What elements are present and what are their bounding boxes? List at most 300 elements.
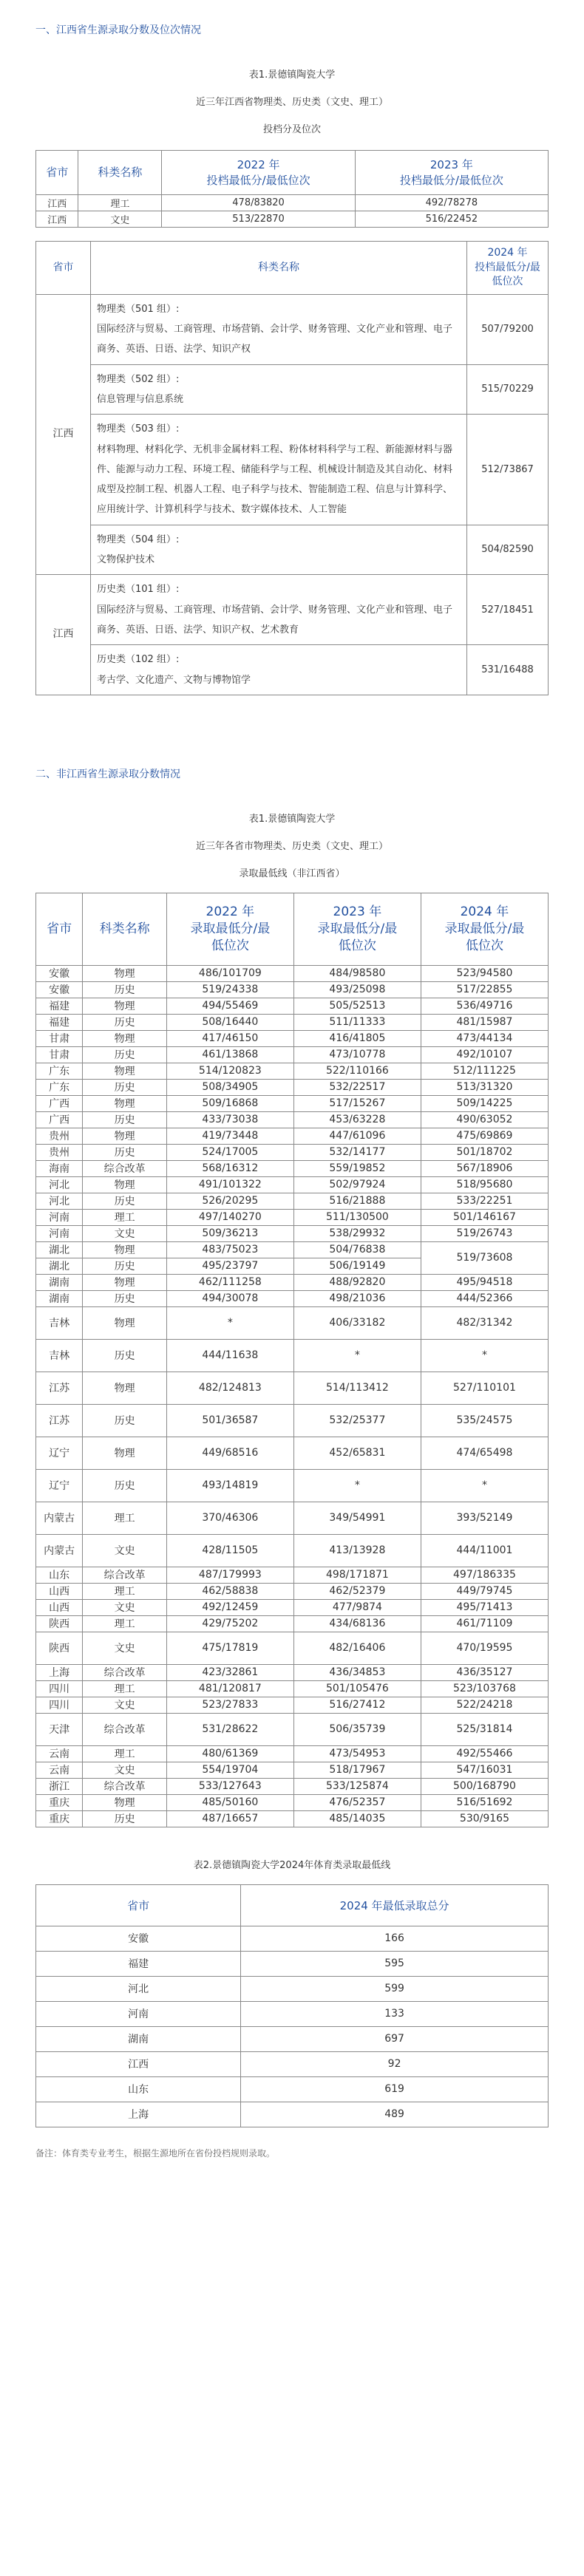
table-row [36,1144,549,1160]
table-cell: 浙江 [36,1778,83,1794]
table-cell: 物理 [83,998,166,1014]
table-cell: 500/168790 [421,1778,548,1794]
table-cell: 江西 [36,195,78,211]
table-cell: 物理 [83,1176,166,1193]
table-row [36,1680,549,1697]
table-cell: 506/35739 [293,1713,421,1745]
table-row [36,575,549,645]
table-cell: 474/65498 [421,1437,548,1469]
table1-subcaption: 近三年江西省物理类、历史类（文史、理工） [195,97,388,108]
table-cell: 509/14225 [421,1095,548,1111]
table-cell: 山西 [36,1583,83,1599]
table-cell: 四川 [36,1697,83,1713]
table-cell: 492/10107 [421,1046,548,1063]
table-cell: 509/36213 [166,1225,293,1241]
table-cell: 历史 [83,1014,166,1030]
table-cell: 519/24338 [166,981,293,998]
table-cell: 物理 [83,1030,166,1046]
table-cell: 综合改革 [83,1664,166,1680]
table-cell: 文史 [83,1225,166,1241]
table-cell: 444/11638 [166,1339,293,1372]
table-cell: 湖南 [36,1274,83,1290]
table-row [36,1599,549,1615]
table-cell: 物理 [83,1306,166,1339]
table-cell: 516/27412 [293,1697,421,1713]
table-cell: 518/17967 [293,1762,421,1778]
table-cell: 综合改革 [83,1160,166,1176]
table-cell: 480/61369 [166,1745,293,1762]
table-cell: 513/22870 [162,211,355,228]
table-cell: 406/33182 [293,1306,421,1339]
table-cell: 519/26743 [421,1225,548,1241]
table-cell: 广东 [36,1079,83,1095]
table-row [36,294,549,364]
major-group-cell [91,364,467,415]
table-cell: 河北 [36,1176,83,1193]
table-row [36,1095,549,1111]
table-cell: 505/52513 [293,998,421,1014]
table-cell: 476/52357 [293,1794,421,1810]
table-cell: 501/36587 [166,1404,293,1437]
province-cell: 江西 [36,294,91,575]
table-row [36,1014,549,1030]
table-cell: 重庆 [36,1810,83,1827]
table-row [36,1160,549,1176]
table-cell: * [293,1339,421,1372]
major-group-name: 物理类（503 组）: [97,423,180,435]
table-row [36,1372,549,1404]
table-header: 2024 年 录取最低分/最 低位次 [421,893,548,965]
major-group-list: 材料物理、材料化学、无机非金属材料工程、粉体材料科学与工程、新能源材料与器件、能源与动力工程、环境工程、储能科学与工程、机械设计制造及其自动化、材料成型及控制工程、机器人工程、电子科学与技术、智能制造工程、信息与计算科学、应用统计学、计算机科学与技术、数字媒体技术、人工智能 [97,443,453,516]
table-row [36,1046,549,1063]
table-cell: 506/19149 [293,1258,421,1274]
table-cell: 525/31814 [421,1713,548,1745]
table-cell: 533/22251 [421,1193,548,1209]
table-cell: 523/103768 [421,1680,548,1697]
table-cell: 531/28622 [166,1713,293,1745]
table-cell: 513/31320 [421,1079,548,1095]
table3-subcaption: 近三年各省市物理类、历史类（文史、理工） [195,840,388,852]
table-row [36,2076,549,2102]
table-cell: 417/46150 [166,1030,293,1046]
table-cell: 490/63052 [421,1111,548,1128]
table-cell: 493/14819 [166,1469,293,1502]
table-cell: 568/16312 [166,1160,293,1176]
table-cell: 文史 [83,1762,166,1778]
table-row [36,1306,549,1339]
table-cell: 447/61096 [293,1128,421,1144]
table-cell: 477/9874 [293,1599,421,1615]
table-cell: 461/13868 [166,1046,293,1063]
table-cell: 文史 [83,1632,166,1664]
table-header: 2024 年最低录取总分 [241,1884,549,1926]
table-cell: 贵州 [36,1144,83,1160]
table-cell: 广东 [36,1063,83,1079]
table-row [36,1926,549,1951]
table-cell: 434/68136 [293,1615,421,1632]
table-cell: 吉林 [36,1306,83,1339]
table-row [36,1225,549,1241]
table-row [36,1810,549,1827]
table-cell: 文史 [78,211,162,228]
table-cell: 517/22855 [421,981,548,998]
major-group-cell [91,415,467,525]
table-cell: 文史 [83,1697,166,1713]
score-cell: 515/70229 [467,364,549,415]
table-cell: 452/65831 [293,1437,421,1469]
table-cell: 518/95680 [421,1176,548,1193]
table-cell: 619 [241,2076,549,2102]
table-cell: 物理 [83,1274,166,1290]
table-cell: 福建 [36,998,83,1014]
table3-subcaption-2: 录取最低线（非江西省） [239,868,345,879]
table-row [36,364,549,415]
table-cell: 文史 [83,1599,166,1615]
table-header: 省市 [36,151,78,195]
table-cell: 416/41805 [293,1030,421,1046]
jiangxi-2022-2023-table [35,150,549,228]
table-cell: 486/101709 [166,965,293,981]
table-row [36,525,549,575]
table-row [36,1534,549,1567]
table-row [36,998,549,1014]
table-cell: 江苏 [36,1372,83,1404]
sports-2024-table [35,1884,549,2127]
table-cell: 511/130500 [293,1209,421,1225]
major-group-name: 物理类（502 组）: [97,373,180,385]
table-row [36,965,549,981]
table-header: 2023 年 录取最低分/最 低位次 [293,893,421,965]
table-cell: 462/111258 [166,1274,293,1290]
table-cell: 489 [241,2102,549,2127]
table-cell: 444/52366 [421,1290,548,1306]
table-row [36,1339,549,1372]
table-row [36,1290,549,1306]
jiangxi-2024-table [35,241,549,695]
table-cell: * [293,1469,421,1502]
table-cell: 523/94580 [421,965,548,981]
table-cell: 512/111225 [421,1063,548,1079]
major-group-name: 历史类（101 组）: [97,584,180,596]
table-cell: 535/24575 [421,1404,548,1437]
table-cell: 494/30078 [166,1290,293,1306]
table-cell: 福建 [36,1951,241,1976]
table-cell: 484/98580 [293,965,421,981]
table-cell: 482/31342 [421,1306,548,1339]
table-row [36,1030,549,1046]
table-cell: 508/16440 [166,1014,293,1030]
major-group-list: 国际经济与贸易、工商管理、市场营销、会计学、财务管理、文化产业和管理、电子商务、英语、日语、法学、知识产权 [97,324,453,355]
table-cell: 物理 [83,1794,166,1810]
table-cell: 453/63228 [293,1111,421,1128]
table-cell: 492/12459 [166,1599,293,1615]
table-cell: 物理 [83,1437,166,1469]
table-cell: 陕西 [36,1632,83,1664]
table-cell: 517/15267 [293,1095,421,1111]
table-cell: 理工 [83,1209,166,1225]
major-group-cell [91,294,467,364]
table-cell: 山东 [36,2076,241,2102]
table-cell: 辽宁 [36,1437,83,1469]
table-cell: 429/75202 [166,1615,293,1632]
table-cell: 428/11505 [166,1534,293,1567]
table-row [36,1615,549,1632]
table-cell: 文史 [83,1534,166,1567]
table-row [36,2102,549,2127]
table-cell: 497/186335 [421,1567,548,1583]
table-cell: 498/171871 [293,1567,421,1583]
table-cell: 云南 [36,1745,83,1762]
table-row [36,195,549,211]
table-cell: 532/25377 [293,1404,421,1437]
table-cell: 492/55466 [421,1745,548,1762]
table-row [36,415,549,525]
major-group-name: 物理类（501 组）: [97,303,180,315]
table-cell: 481/120817 [166,1680,293,1697]
table-row [36,645,549,695]
table-cell: 470/19595 [421,1632,548,1664]
table-cell: 436/34853 [293,1664,421,1680]
table-cell: 567/18906 [421,1160,548,1176]
table-cell: 海南 [36,1160,83,1176]
major-group-list: 文物保护技术 [97,554,155,566]
table-cell: 532/14177 [293,1144,421,1160]
table-cell: 理工 [78,195,162,211]
table-cell: 92 [241,2051,549,2076]
table-cell: 370/46306 [166,1502,293,1534]
table-cell: 天津 [36,1713,83,1745]
major-group-list: 信息管理与信息系统 [97,393,184,405]
table-cell: 511/11333 [293,1014,421,1030]
major-group-cell [91,645,467,695]
table-cell: 501/18702 [421,1144,548,1160]
table-cell: 444/11001 [421,1534,548,1567]
table-cell: 419/73448 [166,1128,293,1144]
table-cell: 508/34905 [166,1079,293,1095]
score-cell: 512/73867 [467,415,549,525]
table-cell: 524/17005 [166,1144,293,1160]
table-cell: 安徽 [36,981,83,998]
table-cell: 473/10778 [293,1046,421,1063]
table-row [36,1976,549,2001]
table-cell: 522/110166 [293,1063,421,1079]
table-cell: 497/140270 [166,1209,293,1225]
table-row [36,1128,549,1144]
table-cell: 理工 [83,1615,166,1632]
table-row [36,981,549,998]
table-cell: 522/24218 [421,1697,548,1713]
table-cell: 广西 [36,1111,83,1128]
table-cell: 甘肃 [36,1046,83,1063]
table-cell: 349/54991 [293,1502,421,1534]
table-cell: 综合改革 [83,1567,166,1583]
table-cell: 547/16031 [421,1762,548,1778]
table-cell: 554/19704 [166,1762,293,1778]
table-cell: 501/146167 [421,1209,548,1225]
table-cell: 江苏 [36,1404,83,1437]
table-row [36,1437,549,1469]
table-cell: 492/78278 [355,195,548,211]
table-header: 2022 年 投档最低分/最低位次 [162,151,355,195]
table-cell: 物理 [83,1095,166,1111]
table-row [36,1745,549,1762]
table-row [36,2026,549,2051]
major-group-name: 物理类（504 组）: [97,534,180,545]
table-row [36,1079,549,1095]
table-cell: 陕西 [36,1615,83,1632]
table-cell: 上海 [36,2102,241,2127]
table-cell: 物理 [83,1063,166,1079]
table-cell: 482/16406 [293,1632,421,1664]
table-cell: 理工 [83,1745,166,1762]
table-cell: 516/51692 [421,1794,548,1810]
table-cell: 485/14035 [293,1810,421,1827]
table-header: 科类名称 [78,151,162,195]
table-cell: 133 [241,2001,549,2026]
table-row [36,1209,549,1225]
table-cell: 物理 [83,965,166,981]
table-cell: 江西 [36,211,78,228]
table-row [36,1697,549,1713]
table-cell: 413/13928 [293,1534,421,1567]
table-cell: 462/52379 [293,1583,421,1599]
table-cell: 甘肃 [36,1030,83,1046]
major-group-name: 历史类（102 组）: [97,654,180,666]
table-header: 省市 [36,242,91,295]
table-cell: 533/125874 [293,1778,421,1794]
table-cell: 历史 [83,1079,166,1095]
table-cell: 519/73608 [421,1241,548,1274]
table-cell: 559/19852 [293,1160,421,1176]
table-row [36,1469,549,1502]
table-row [36,1404,549,1437]
table-cell: 物理 [83,1128,166,1144]
table-row [36,2051,549,2076]
table-row [36,1502,549,1534]
table-cell: 内蒙古 [36,1502,83,1534]
table-row [36,1664,549,1680]
table-row [36,1241,549,1258]
table-cell: 436/35127 [421,1664,548,1680]
table-cell: 595 [241,1951,549,1976]
table-cell: 449/68516 [166,1437,293,1469]
table-cell: 516/22452 [355,211,548,228]
table-cell: 吉林 [36,1339,83,1372]
table-cell: 历史 [83,1046,166,1063]
table-cell: 山东 [36,1567,83,1583]
major-group-cell [91,575,467,645]
table-cell: 523/27833 [166,1697,293,1713]
table-header: 2022 年 录取最低分/最 低位次 [166,893,293,965]
table-cell: 433/73038 [166,1111,293,1128]
table-cell: 安徽 [36,965,83,981]
table-cell: 488/92820 [293,1274,421,1290]
table-row [36,211,549,228]
table-cell: 湖南 [36,2026,241,2051]
table-cell: 历史 [83,1111,166,1128]
table-header: 省市 [36,893,83,965]
table-cell: 473/54953 [293,1745,421,1762]
score-cell: 531/16488 [467,645,549,695]
table-row [36,1778,549,1794]
table-header: 科类名称 [91,242,467,295]
table-row [36,1567,549,1583]
table-cell: 历史 [83,981,166,998]
table-cell: 491/101322 [166,1176,293,1193]
table-row [36,1762,549,1778]
table-cell: 理工 [83,1502,166,1534]
table-cell: 历史 [83,1193,166,1209]
table-cell: 493/25098 [293,981,421,998]
table-cell: 536/49716 [421,998,548,1014]
table1-caption: 表1.景德镇陶瓷大学 [248,69,336,81]
table-cell: 498/21036 [293,1290,421,1306]
table-cell: 历史 [83,1404,166,1437]
table-cell: 湖北 [36,1258,83,1274]
table-cell: 重庆 [36,1794,83,1810]
table-row [36,1713,549,1745]
table1-subcaption-2: 投档分及位次 [262,124,321,135]
table-cell: * [421,1339,548,1372]
table-cell: 物理 [83,1241,166,1258]
table-cell: 河北 [36,1976,241,2001]
table-cell: 内蒙古 [36,1534,83,1567]
table-cell: 河南 [36,1209,83,1225]
table-cell: 福建 [36,1014,83,1030]
table-cell: 509/16868 [166,1095,293,1111]
table-cell: 湖北 [36,1241,83,1258]
table-cell: 423/32861 [166,1664,293,1680]
table-cell: 历史 [83,1258,166,1274]
section1-title: 一、江西省生源录取分数及位次情况 [35,24,201,36]
table-cell: 532/22517 [293,1079,421,1095]
table-cell: 475/17819 [166,1632,293,1664]
table-cell: 483/75023 [166,1241,293,1258]
table-cell: 538/29932 [293,1225,421,1241]
table-cell: 478/83820 [162,195,355,211]
table-cell: 495/94518 [421,1274,548,1290]
table-cell: 514/120823 [166,1063,293,1079]
table-cell: 综合改革 [83,1713,166,1745]
table-cell: 历史 [83,1144,166,1160]
footnote: 备注：体育类专业考生，根据生源地所在省份投档规则录取。 [35,2147,276,2158]
table-cell: 487/179993 [166,1567,293,1583]
table4-caption: 表2.景德镇陶瓷大学2024年体育类录取最低线 [193,1859,391,1871]
table-cell: 530/9165 [421,1810,548,1827]
table-cell: 599 [241,1976,549,2001]
table-cell: 475/69869 [421,1128,548,1144]
major-group-list: 考古学、文化遗产、文物与博物馆学 [97,674,251,686]
other-provinces-table [35,893,549,1827]
table-cell: 462/58838 [166,1583,293,1599]
major-group-cell [91,525,467,575]
table-cell: 514/113412 [293,1372,421,1404]
table-cell: 理工 [83,1583,166,1599]
table-cell: 河南 [36,2001,241,2026]
table-cell: 河南 [36,1225,83,1241]
table-row [36,1794,549,1810]
table-cell: 487/16657 [166,1810,293,1827]
table-cell: 485/50160 [166,1794,293,1810]
table-cell: 516/21888 [293,1193,421,1209]
table-cell: 527/110101 [421,1372,548,1404]
table-header: 2024 年 投档最低分/最 低位次 [467,242,549,295]
table-row [36,1063,549,1079]
table-cell: * [421,1469,548,1502]
table-cell: 526/20295 [166,1193,293,1209]
table-cell: 495/71413 [421,1599,548,1615]
table-cell: 697 [241,2026,549,2051]
